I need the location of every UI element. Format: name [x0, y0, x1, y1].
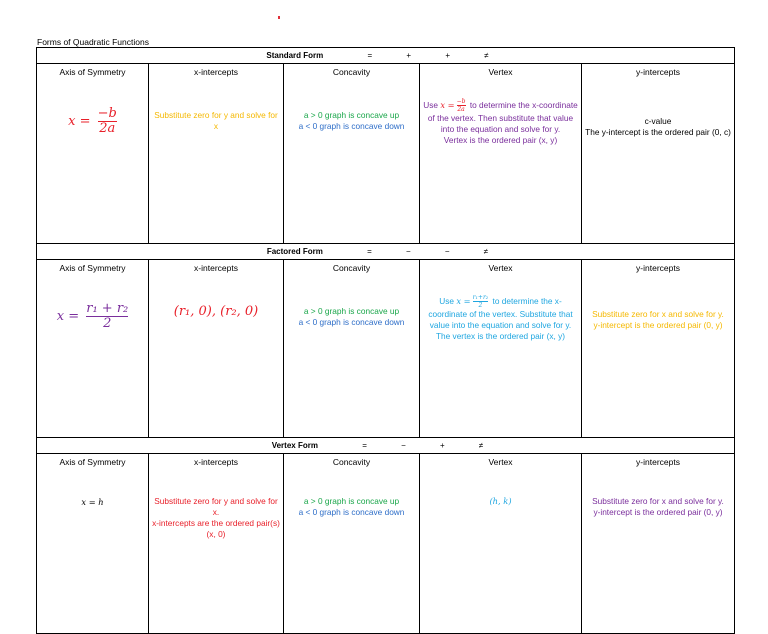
col-header: Axis of Symmetry	[37, 64, 149, 81]
x-intercepts-cell: Substitute zero for y and solve for x	[149, 80, 284, 244]
operator-symbol: +	[406, 51, 412, 60]
equals-symbol: =	[362, 441, 367, 450]
col-header: Vertex	[420, 260, 582, 277]
standard-form-row	[37, 80, 735, 244]
col-header: x-intercepts	[149, 454, 284, 471]
x-intercepts-cell: Substitute zero for y and solve for x. x-intercepts are the ordered pair(s) (x, 0)	[149, 470, 284, 634]
axis-of-symmetry-cell	[37, 470, 149, 634]
axis-of-symmetry-cell	[37, 276, 149, 438]
col-header: Concavity	[284, 454, 420, 471]
axis-formula: x = h	[81, 497, 104, 507]
section-header-factored	[37, 244, 735, 260]
axis-of-symmetry-cell	[37, 80, 149, 244]
col-header: Concavity	[284, 64, 420, 81]
factored-form-row	[37, 276, 735, 438]
operator-symbol: +	[445, 51, 450, 60]
col-header: Axis of Symmetry	[37, 454, 149, 471]
col-header: Vertex	[420, 64, 582, 81]
not-equal-symbol: ≠	[478, 441, 484, 450]
concave-up-text: a > 0 graph is concave up	[303, 110, 400, 120]
concave-down-text: a < 0 graph is concave down	[298, 121, 405, 131]
equals-symbol: =	[367, 51, 373, 60]
y-intercepts-cell: Substitute zero for x and solve for y. y-intercept is the ordered pair (0, y)	[582, 276, 735, 438]
page-title: Forms of Quadratic Functions	[37, 37, 149, 47]
concave-down-text: a < 0 graph is concave down	[298, 317, 405, 327]
concave-down-text: a < 0 graph is concave down	[298, 507, 405, 517]
concavity-cell	[284, 470, 420, 634]
operator-symbol: −	[401, 441, 406, 450]
forms-table	[36, 47, 735, 634]
concave-up-text: a > 0 graph is concave up	[303, 496, 400, 506]
col-header: y-intercepts	[582, 454, 735, 471]
section-header-vertex	[37, 438, 735, 454]
y-intercepts-cell: c-value The y-intercept is the ordered pair (0, c)	[582, 80, 735, 244]
vertex-form-row	[37, 470, 735, 634]
axis-formula: x = $\frac{-b}{2a}$	[68, 106, 117, 136]
col-header: x-intercepts	[149, 260, 284, 277]
not-equal-symbol: ≠	[483, 247, 489, 256]
col-header: Concavity	[284, 260, 420, 277]
column-header-row	[37, 260, 735, 277]
vertex-cell: Use x = $\frac{-b}{2a}$ to determine the x-coordinate of the vertex. Then substitute that value into the equation and solve for y. Vertex is the ordered pair (x, y)	[420, 80, 582, 244]
red-mark	[278, 16, 280, 19]
col-header: Axis of Symmetry	[37, 260, 149, 277]
y-intercepts-cell: Substitute zero for x and solve for y. y-intercept is the ordered pair (0, y)	[582, 470, 735, 634]
section-header-standard	[37, 48, 735, 64]
concavity-cell	[284, 276, 420, 438]
vertex-cell: Use x = $\frac{\text{r₁+r₂}}{2}$ to determine the x-coordinate of the vertex. Substitute that value into the equation and solve for y. The vertex is the ordered pair (x, y)	[420, 276, 582, 438]
operator-symbol: −	[405, 247, 411, 256]
col-header: y-intercepts	[582, 260, 735, 277]
column-header-row	[37, 64, 735, 81]
vertex-cell: (h, k)	[420, 470, 582, 634]
concave-up-text: a > 0 graph is concave up	[303, 306, 400, 316]
col-header: Vertex	[420, 454, 582, 471]
col-header: x-intercepts	[149, 64, 284, 81]
axis-formula: x = $\frac{\text{r₁ + r₂}}{2}$	[56, 301, 129, 331]
concavity-cell	[284, 80, 420, 244]
vertex-formula: x = $\frac{-b}{2a}$	[440, 98, 466, 113]
operator-symbol: +	[440, 441, 445, 450]
equals-symbol: =	[367, 247, 372, 256]
section-title: Factored Form	[266, 247, 323, 256]
not-equal-symbol: ≠	[484, 51, 489, 60]
section-title: Vertex Form	[271, 441, 318, 450]
operator-symbol: −	[444, 247, 450, 256]
section-title: Standard Form	[266, 51, 324, 60]
vertex-formula: x = $\frac{\text{r₁+r₂}}{2}$	[456, 294, 489, 309]
col-header: y-intercepts	[582, 64, 735, 81]
x-intercepts-cell: (r₁, 0), (r₂, 0)	[149, 276, 284, 438]
column-header-row	[37, 454, 735, 471]
